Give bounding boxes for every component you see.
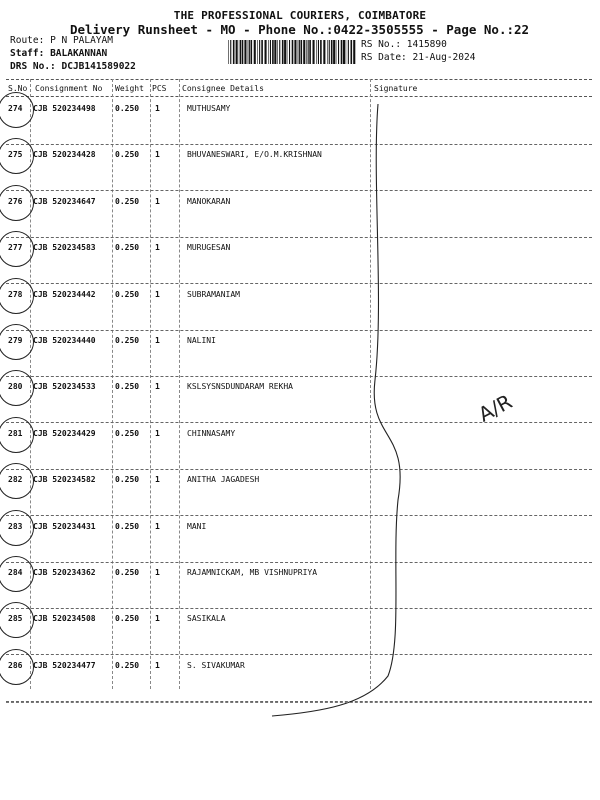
row-consignment-no: CJB 520234582 — [33, 475, 96, 485]
row-consignee: BHUVANESWARI, E/O.M.KRISHNAN — [187, 150, 322, 160]
route-label: Route: — [10, 35, 45, 46]
row-weight: 0.250 — [115, 382, 140, 392]
row-consignment-no: CJB 520234429 — [33, 428, 96, 438]
row-pcs: 1 — [155, 568, 160, 577]
row-consignment-no: CJB 520234533 — [33, 382, 96, 392]
row-consignment-no: CJB 520234428 — [33, 150, 96, 160]
route-value: P N PALAYAM — [50, 35, 113, 46]
row-pcs: 1 — [155, 521, 160, 531]
row-consignment-no: CJB 520234362 — [33, 568, 96, 577]
row-consignment-no: CJB 520234647 — [33, 196, 96, 206]
row-pcs: 1 — [155, 660, 160, 670]
row-consignee: MURUGESAN — [187, 243, 231, 253]
col-header-sno: S.No — [8, 84, 28, 93]
row-sno: 276 — [8, 196, 23, 206]
row-pcs: 1 — [155, 104, 160, 113]
rs-date-label: RS Date: — [361, 52, 407, 63]
row-sno: 285 — [8, 614, 23, 624]
row-pcs: 1 — [155, 196, 160, 206]
row-consignee: RAJAMNICKAM, MB VISHNUPRIYA — [187, 568, 318, 577]
row-pcs: 1 — [155, 428, 160, 438]
row-weight: 0.250 — [115, 104, 140, 113]
row-weight: 0.250 — [115, 150, 140, 160]
rs-date-value: 21-Aug-2024 — [412, 52, 476, 63]
row-sno: 286 — [8, 660, 23, 670]
rs-no-value: 1415890 — [406, 39, 447, 50]
row-consignee: MUTHUSAMY — [187, 104, 231, 113]
row-consignee: NALINI — [187, 336, 216, 345]
row-consignment-no: CJB 520234498 — [33, 104, 96, 113]
row-pcs: 1 — [155, 336, 160, 345]
col-header-weight: Weight — [115, 84, 144, 93]
row-weight: 0.250 — [115, 336, 140, 345]
row-consignment-no: CJB 520234583 — [33, 243, 96, 253]
staff-label: Staff: — [10, 48, 45, 59]
row-consignee: SUBRAMANIAM — [187, 289, 240, 299]
col-header-pcs: PCS — [152, 84, 167, 93]
row-weight: 0.250 — [115, 196, 140, 206]
row-weight: 0.250 — [115, 660, 140, 670]
row-consignee: ANITHA JAGADESH — [187, 475, 260, 485]
row-consignment-no: CJB 520234431 — [33, 521, 96, 531]
row-pcs: 1 — [155, 475, 160, 485]
row-pcs: 1 — [155, 614, 160, 624]
handwritten-note: A/R — [474, 389, 516, 427]
row-sno: 274 — [8, 104, 23, 113]
row-sno: 278 — [8, 289, 23, 299]
row-weight: 0.250 — [115, 475, 140, 485]
row-consignee: CHINNASAMY — [187, 428, 236, 438]
row-pcs: 1 — [155, 150, 160, 160]
footer-divider — [6, 702, 592, 703]
rs-no-label: RS No.: — [361, 39, 402, 50]
row-weight: 0.250 — [115, 521, 140, 531]
row-sno: 279 — [8, 336, 23, 345]
row-weight: 0.250 — [115, 428, 140, 438]
row-pcs: 1 — [155, 382, 160, 392]
company-title: THE PROFESSIONAL COURIERS, COIMBATORE — [173, 9, 427, 22]
row-consignee: S. SIVAKUMAR — [187, 660, 245, 670]
row-sno: 283 — [8, 521, 23, 531]
row-consignee: MANI — [187, 521, 207, 531]
row-sno: 284 — [8, 568, 23, 577]
row-weight: 0.250 — [115, 614, 140, 624]
row-sno: 280 — [8, 382, 23, 392]
row-consignment-no: CJB 520234440 — [33, 336, 96, 345]
row-consignee: MANOKARAN — [187, 196, 231, 206]
runsheet-title: Delivery Runsheet - MO - Phone No.:0422-3505555 - Page No.:22 — [70, 22, 530, 37]
col-header-consignee: Consignee Details — [182, 84, 264, 93]
row-pcs: 1 — [155, 243, 160, 253]
row-consignee: SASIKALA — [187, 614, 226, 624]
row-consignment-no: CJB 520234508 — [33, 614, 96, 624]
row-consignee: KSLSYSNSDUNDARAM REKHA — [187, 382, 293, 392]
staff-value: BALAKANNAN — [50, 48, 108, 59]
drs-value: DCJB141589022 — [61, 61, 136, 72]
row-sno: 277 — [8, 243, 23, 253]
row-sno: 281 — [8, 428, 23, 438]
row-consignment-no: CJB 520234442 — [33, 289, 96, 299]
row-consignment-no: CJB 520234477 — [33, 660, 96, 670]
row-sno: 282 — [8, 475, 23, 485]
row-weight: 0.250 — [115, 568, 140, 577]
row-sno: 275 — [8, 150, 23, 160]
col-header-consignment: Consignment No — [35, 84, 103, 93]
row-weight: 0.250 — [115, 289, 140, 299]
row-weight: 0.250 — [115, 243, 140, 253]
col-header-signature: Signature — [374, 84, 418, 93]
row-pcs: 1 — [155, 289, 160, 299]
drs-label: DRS No.: — [10, 61, 56, 72]
